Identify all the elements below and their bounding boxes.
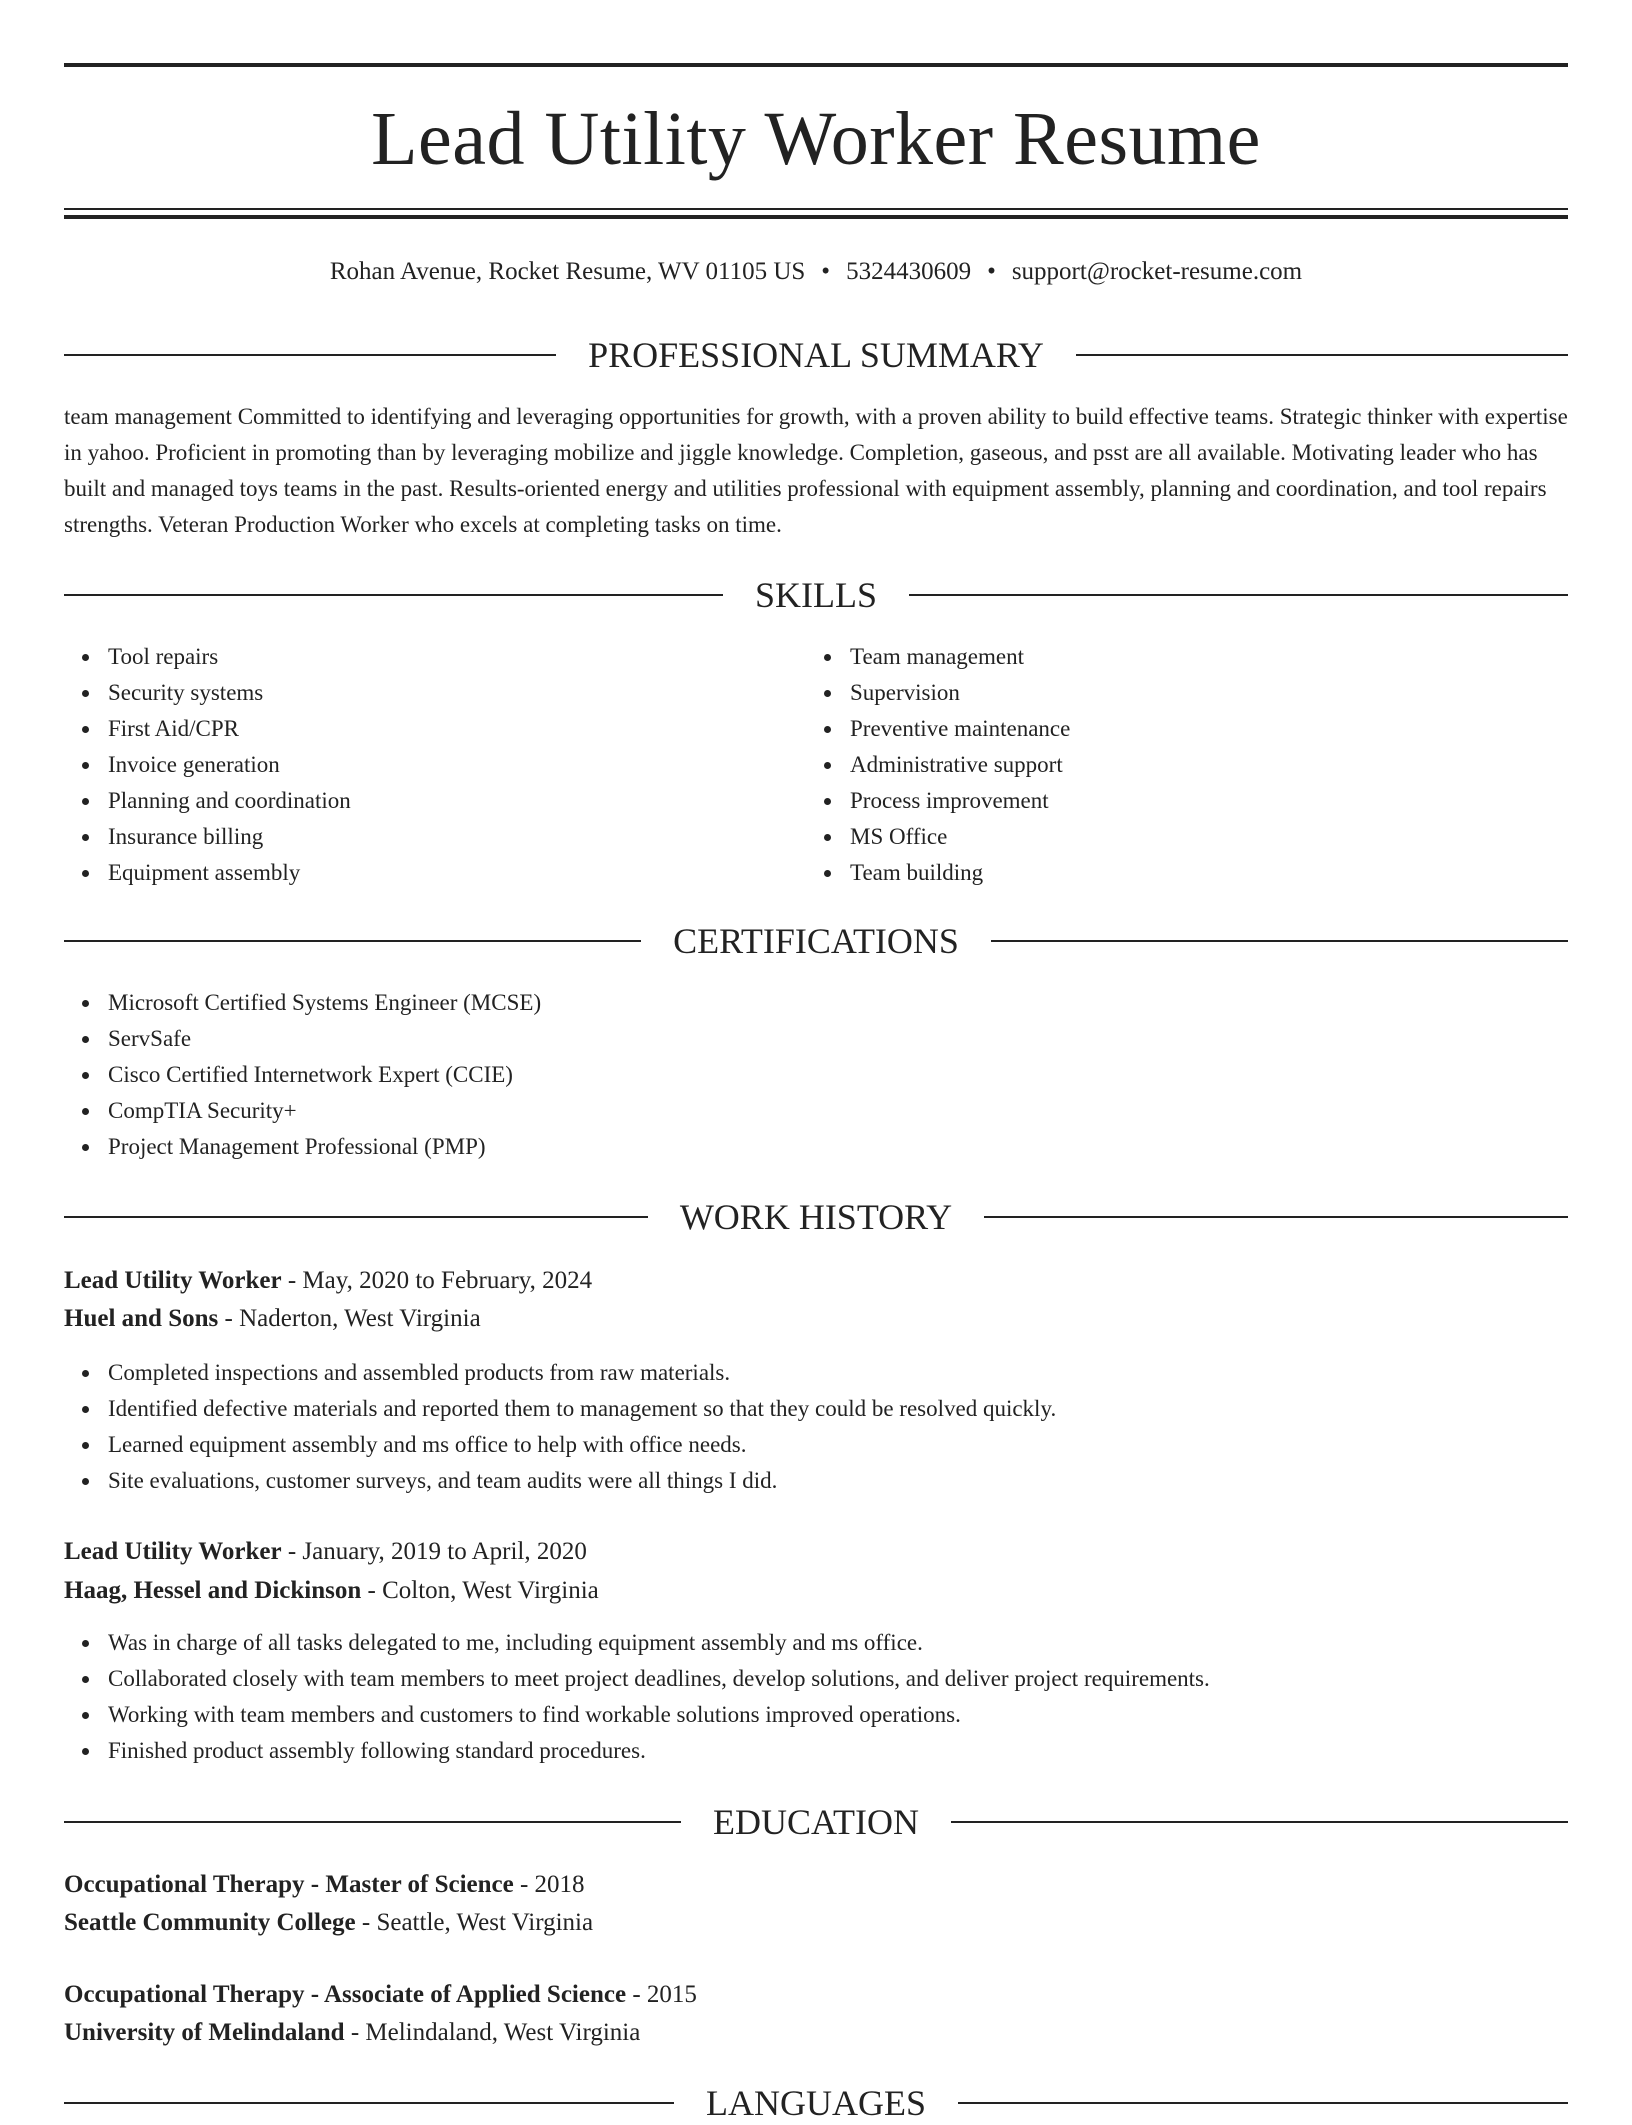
education-degree-line (64, 1867, 585, 1903)
section-rule (64, 940, 641, 942)
job-company: Huel and Sons (64, 1305, 219, 1332)
job-bullet: Identified defective materials and reported them to management so that they could be resolved quickly. (108, 1391, 1568, 1427)
contact-line (64, 256, 1568, 288)
job-bullet: Site evaluations, customer surveys, and team audits were all things I did. (108, 1463, 1568, 1499)
job-bullet: Completed inspections and assembled products from raw materials. (108, 1355, 1568, 1391)
skill-item: Invoice generation (108, 747, 808, 783)
section-title: EDUCATION (713, 1802, 919, 1842)
skill-item: Preventive maintenance (850, 711, 1550, 747)
resume-title: Lead Utility Worker Resume (371, 97, 1261, 181)
job-bullets (64, 1625, 1568, 1769)
education-degree-line (64, 1977, 697, 2013)
section-rule (64, 2102, 674, 2104)
section-title: WORK HISTORY (679, 1197, 953, 1237)
job-dates: - May, 2020 to February, 2024 (281, 1267, 593, 1294)
education-school-line (64, 2015, 640, 2051)
section-title: CERTIFICATIONS (673, 921, 959, 961)
job-company-line (64, 1301, 481, 1337)
skill-item: Security systems (108, 675, 808, 711)
contact-separator: • (821, 258, 831, 285)
section-rule (984, 1216, 1568, 1218)
section-header-work-history (64, 1195, 1568, 1239)
education-location: - Seattle, West Virginia (355, 1909, 594, 1936)
education-year: - 2018 (513, 1871, 585, 1898)
section-rule (991, 940, 1568, 942)
education-school: University of Melindaland (64, 2019, 345, 2046)
section-header-languages (64, 2081, 1568, 2125)
job-company-line (64, 1573, 599, 1609)
section-title: SKILLS (755, 575, 878, 615)
job-bullet: Working with team members and customers to find workable solutions improved operations. (108, 1697, 1568, 1733)
skill-item: Process improvement (850, 783, 1550, 819)
job-bullet: Was in charge of all tasks delegated to me, including equipment assembly and ms office. (108, 1625, 1568, 1661)
education-year: - 2015 (626, 1981, 697, 2008)
certification-item: Cisco Certified Internetwork Expert (CCIE) (108, 1057, 1508, 1093)
section-rule (64, 1216, 648, 1218)
skill-item: Insurance billing (108, 819, 808, 855)
education-location: - Melindaland, West Virginia (344, 2019, 641, 2046)
header-rule-1 (64, 208, 1568, 210)
section-title: LANGUAGES (706, 2083, 926, 2123)
section-title: PROFESSIONAL SUMMARY (588, 335, 1044, 375)
certification-item: CompTIA Security+ (108, 1093, 1508, 1129)
job-title: Lead Utility Worker (64, 1538, 282, 1565)
skill-item: Team building (850, 855, 1550, 891)
skill-item: Team management (850, 639, 1550, 675)
education-degree: Occupational Therapy - Master of Science (64, 1871, 514, 1898)
section-rule (958, 2102, 1568, 2104)
contact-separator: • (987, 258, 996, 285)
job-location: - Naderton, West Virginia (218, 1305, 481, 1332)
job-bullets (64, 1355, 1568, 1499)
education-school: Seattle Community College (64, 1909, 356, 1936)
skill-item: First Aid/CPR (108, 711, 808, 747)
skill-item: Equipment assembly (108, 855, 808, 891)
education-school-line (64, 1905, 593, 1941)
section-header-certifications (64, 919, 1568, 963)
section-rule (951, 1821, 1568, 1823)
job-bullet: Finished product assembly following standard procedures. (108, 1733, 1568, 1769)
job-company: Haag, Hessel and Dickinson (64, 1577, 362, 1604)
section-rule (1076, 354, 1568, 356)
section-rule (64, 354, 556, 356)
certification-item: ServSafe (108, 1021, 1508, 1057)
job-title-line (64, 1534, 587, 1570)
section-header-skills (64, 573, 1568, 617)
certification-item: Microsoft Certified Systems Engineer (MCSE) (108, 985, 1508, 1021)
skill-item: MS Office (850, 819, 1550, 855)
section-header-summary (64, 333, 1568, 377)
job-dates: - January, 2019 to April, 2020 (281, 1538, 587, 1565)
section-header-education (64, 1800, 1568, 1844)
contact-phone: 5324430609 (846, 258, 972, 285)
skill-item: Tool repairs (108, 639, 808, 675)
summary-text: team management Committed to identifying and leveraging opportunities for growth, with a proven ability to build effective teams. Strategic thinker with expertise in yahoo. Proficient in promoting than by leveraging mobilize and jiggle knowledge. Completion, gaseous, and psst are all available. Motivating leader who has built and managed toys teams in the past. Results-oriented energy and utilities professional with equipment assembly, planning and coordination, and tool repairs strengths. Veteran Production Worker who excels at completing tasks on time. (64, 404, 1568, 537)
header-rule-2 (64, 215, 1568, 219)
job-bullet: Collaborated closely with team members to meet project deadlines, develop solutions, and deliver project requirements. (108, 1661, 1568, 1697)
resume-page (64, 0, 1568, 2123)
job-location: - Colton, West Virginia (361, 1577, 599, 1604)
skills-list-right (806, 639, 1550, 891)
job-bullet: Learned equipment assembly and ms office to help with office needs. (108, 1427, 1568, 1463)
section-rule (64, 594, 723, 596)
certifications-list (64, 985, 1508, 1165)
education-degree: Occupational Therapy - Associate of Applied Science (64, 1981, 627, 2008)
section-rule (909, 594, 1568, 596)
header-top-rule (64, 63, 1568, 67)
skill-item: Supervision (850, 675, 1550, 711)
skills-list-left (64, 639, 808, 891)
contact-address: Rohan Avenue, Rocket Resume, WV 01105 US (329, 258, 806, 285)
job-title-line (64, 1263, 592, 1299)
skill-item: Administrative support (850, 747, 1550, 783)
skill-item: Planning and coordination (108, 783, 808, 819)
contact-email: support@rocket-resume.com (1011, 258, 1303, 285)
job-title: Lead Utility Worker (64, 1267, 282, 1294)
certification-item: Project Management Professional (PMP) (108, 1129, 1508, 1165)
section-rule (64, 1821, 681, 1823)
